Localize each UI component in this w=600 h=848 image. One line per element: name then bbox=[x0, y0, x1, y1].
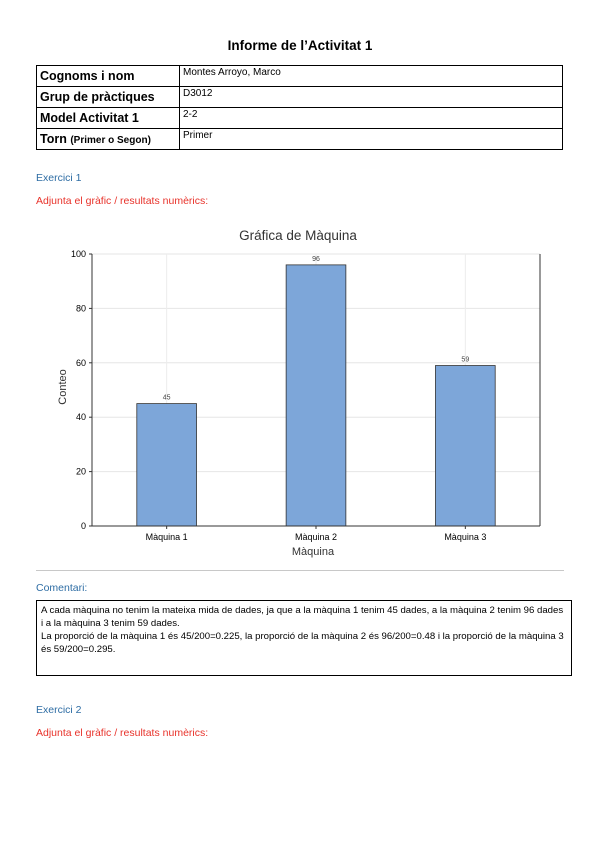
exercise-2-instruction: Adjunta el gràfic / resultats numèrics: bbox=[36, 727, 209, 739]
info-label: Cognoms i nom bbox=[37, 66, 180, 87]
info-value: D3012 bbox=[180, 87, 563, 108]
chart-title: Gráfica de Màquina bbox=[239, 228, 357, 243]
student-info-table bbox=[36, 65, 563, 150]
info-value: Primer bbox=[180, 129, 563, 150]
bar-chart bbox=[36, 214, 564, 570]
info-row bbox=[37, 129, 563, 150]
bar bbox=[286, 265, 346, 526]
info-row bbox=[37, 87, 563, 108]
data-label: 59 bbox=[461, 356, 470, 364]
y-axis-label: Conteo bbox=[57, 369, 69, 405]
chart-container bbox=[36, 214, 564, 571]
info-row bbox=[37, 108, 563, 129]
x-tick-label: Màquina 1 bbox=[145, 532, 188, 542]
data-label: 45 bbox=[162, 394, 171, 402]
exercise-1-heading: Exercici 1 bbox=[36, 172, 82, 184]
y-tick-label: 40 bbox=[75, 412, 86, 423]
y-tick-label: 100 bbox=[70, 249, 86, 259]
info-row bbox=[37, 66, 563, 87]
x-tick-label: Màquina 2 bbox=[294, 532, 338, 542]
bar bbox=[435, 366, 495, 526]
comment-heading: Comentari: bbox=[36, 582, 88, 594]
comment-line: A cada màquina no tenim la mateixa mida de dades, ja que a la màquina 1 tenim 45 dades, a la màquina 2 tenim 96 dades i a la màquina 3 tenim 59 dades. bbox=[41, 605, 564, 629]
y-tick-label: 20 bbox=[75, 466, 86, 477]
y-tick-label: 0 bbox=[80, 521, 86, 531]
info-label: Torn (Primer o Segon) bbox=[37, 129, 180, 150]
y-tick-label: 80 bbox=[75, 303, 86, 314]
exercise-2-heading: Exercici 2 bbox=[36, 704, 82, 716]
bar bbox=[137, 404, 197, 526]
comment-box bbox=[36, 600, 572, 676]
info-label: Grup de pràctiques bbox=[37, 87, 180, 108]
data-label: 96 bbox=[312, 255, 320, 263]
x-axis-label: Màquina bbox=[291, 546, 335, 558]
x-tick-label: Màquina 3 bbox=[444, 532, 487, 542]
comment-line: La proporció de la màquina 1 és 45/200=0.225, la proporció de la màquina 2 és 96/200=0.48 i la proporció de la màquina 3 és 59/200=0.295. bbox=[41, 631, 564, 655]
info-value: Montes Arroyo, Marco bbox=[180, 66, 563, 87]
report-title: Informe de l’Activitat 1 bbox=[227, 38, 373, 53]
info-label: Model Activitat 1 bbox=[37, 108, 180, 129]
exercise-1-instruction: Adjunta el gràfic / resultats numèrics: bbox=[36, 195, 209, 207]
info-value: 2-2 bbox=[180, 108, 563, 129]
y-tick-label: 60 bbox=[75, 357, 86, 368]
